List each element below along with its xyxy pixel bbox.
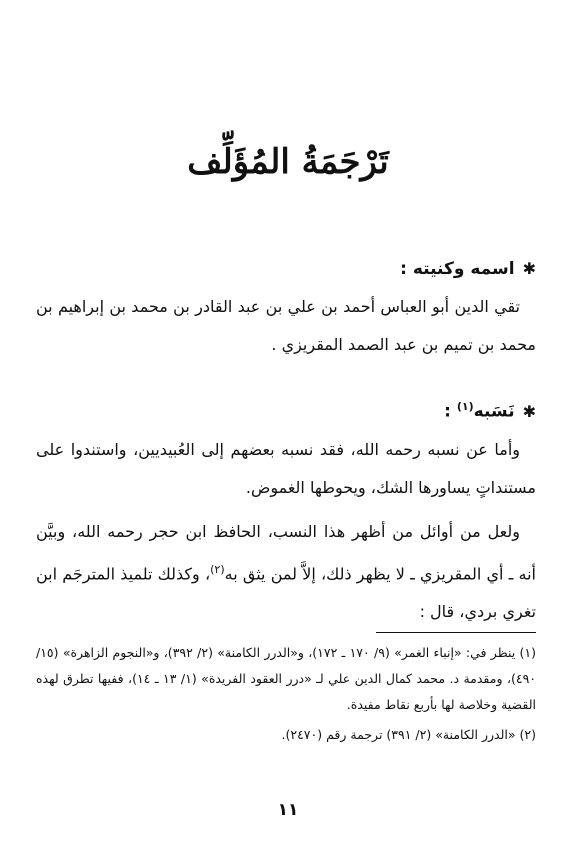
lineage-paragraph-1: وأما عن نسبه رحمه الله، فقد نسبه بعضهم إلى العُبيديين، واستندوا على مستنداتٍ يساورها الشك، ويحوطها الغموض. — [36, 439, 536, 497]
footnote-divider — [376, 632, 536, 633]
footnote-item: (١) ينظر في: «إنباء الغمر» (٩/ ١٧٠ ـ ١٧٢)، و«الدرر الكامنة» (٢/ ٣٩٢)، و«النجوم الزاهرة» (١٥/ ٤٩٠)، ومقدمة د. محمد كمال الدين علي لـ «درر العقود الفريدة» (١/ ١٣ ـ ١٤)، ففيها تطرق لهذه القضية وخلاصة لها بأربع نقاط مفيدة. — [36, 645, 537, 712]
page-title: تَرْجَمَةُ المُؤَلِّف — [187, 142, 389, 182]
lineage-paragraph-2 — [36, 513, 536, 631]
heading-colon: : — [444, 401, 457, 422]
name-paragraph: تقي الدين أبو العباس أحمد بن علي بن عبد القادر بن محمد بن إبراهيم بن محمد بن تميم بن عبد الصمد المقريزي . — [36, 297, 536, 354]
footnote-ref: (١) — [456, 400, 474, 413]
heading-text: نَسَبه — [473, 401, 515, 422]
footnote-item: (٢) «الدرر الكامنة» (٢/ ٣٩١) ترجمة رقم (٢٤٧٠). — [281, 727, 536, 742]
section-heading-lineage — [36, 388, 536, 431]
asterisk-icon: ✱ — [522, 401, 536, 421]
asterisk-icon: ✱ — [522, 259, 536, 278]
footnotes — [36, 640, 536, 748]
paragraph-text: ، وكذلك تلميذ المترجَم ابن تغري بردي، قال : — [36, 563, 536, 621]
section-heading-name — [36, 250, 536, 288]
section-name — [36, 250, 536, 364]
heading-text: اسمه وكنيته : — [400, 259, 515, 279]
page-number: ١١ — [277, 800, 299, 820]
section-lineage — [36, 388, 536, 631]
footnote-ref: (٢) — [210, 562, 225, 576]
paragraph-text: ولعل من أوائل من أظهر هذا النسب، الحافظ ابن حجر رحمه الله، وبيَّن أنه ـ أي المقريزي ـ لا يظهر ذلك، إلاَّ لمن يثق به — [36, 521, 536, 583]
